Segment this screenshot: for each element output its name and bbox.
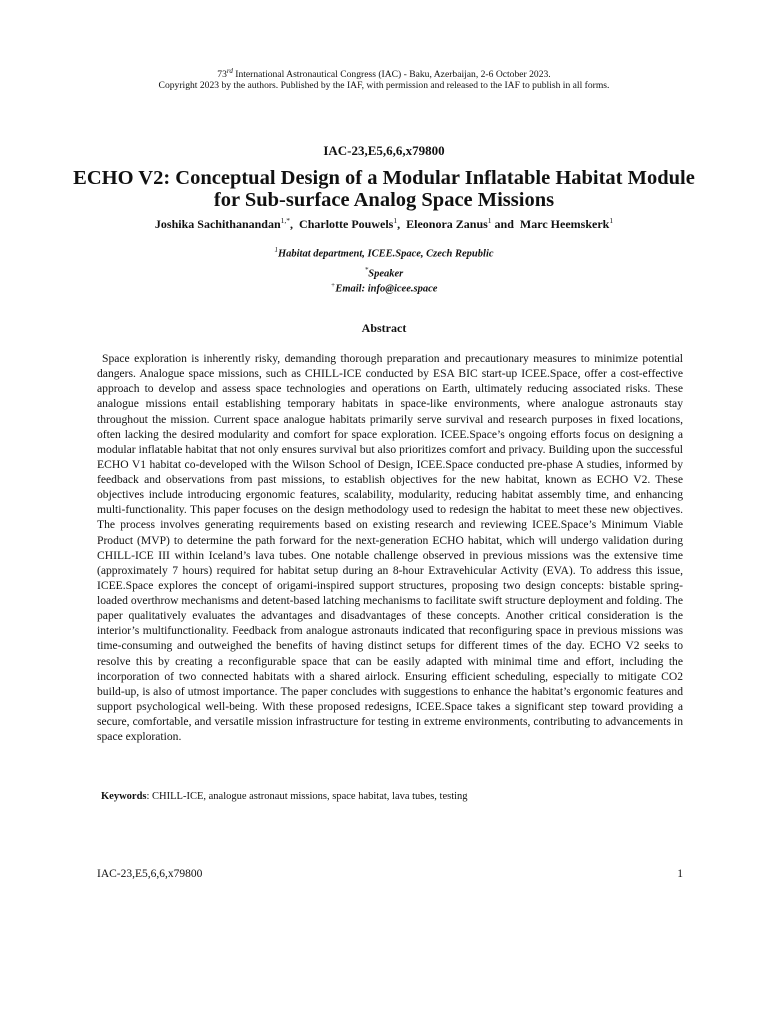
abstract-body: Space exploration is inherently risky, demanding thorough preparation and precautionary measures to minimize potential dangers. Analogue space missions, such as CHILL-ICE conducted by ESA BIC start-up ICEE.Space, offer a cost-effective approach to develop and assess space technologies and operations on Earth, ultimately reducing associated risks. These analogue missions entail establishing temporary habitats in space-like environments, where analogue astronauts stay throughout the mission. Current space analogue habitats primarily serve survival and research purposes in fixed locations, often lacking the desired modularity and comfort for space exploration. ICEE.Space’s ongoing efforts focus on designing a modular inflatable habitat that not only ensures survival but also prioritizes comfort and privacy. Building upon the successful ECHO V1 habitat co-developed with the Wilson School of Design, ICEE.Space conducted pre-phase A studies, informed by feedback and observations from past missions, to establish objectives for the new habitat, known as ECHO V2. These objectives include introducing ergonomic features, scalability, modularity, reducing habitat assembly time, and enhancing multi-functionality. This paper focuses on the design methodology used to redesign the habitat to meet these new objectives. The process involves generating requirements based on existing research and reviewing ICEE.Space’s Minimum Viable Product (MVP) to determine the path forward for the next-generation ECHO habitat, which will undergo validation during CHILL-ICE III within Iceland’s lava tubes. One notable challenge observed in previous missions was the extensive time (approximately 7 hours) required for habitat setup during an 8-hour Extravehicular Activity (EVA). To address this issue, ICEE.Space explores the concept of origami-inspired support structures, proposing two design concepts: bistable spring-loaded overthrow mechanisms and detent-based latching mechanisms to facilitate swift structure deployment and folding. The paper qualitatively evaluates the advantages and disadvantages of these concepts. Another critical consideration is the interior’s multifunctionality. Feedback from analogue astronauts indicated that reconfiguring space in previous missions was time-consuming and outweighed the benefits of having distinct setups for different times of the day. ECHO V2 seeks to resolve this by creating a reconfigurable space that can be easily adapted with minimal time and effort, including the incorporation of two connected habitats with a shared airlock. Ensuring efficient scheduling, especially to mitigate CO2 build-up, is also of utmost importance. The paper concludes with suggestions to enhance the habitat’s ergonomic features and support psychological well-being. With these proposed redesigns, ICEE.Space takes a significant step toward providing a secure, comfortable, and versatile mission infrastructure for testing in extreme environments, contributing to advancements in space exploration. [97,352,683,744]
conference-ordinal-suffix: rd [226,66,233,75]
affiliation-text: Habitat department, ICEE.Space, Czech Republic [277,248,494,260]
author-affiliation-mark: 1 [609,216,614,225]
speaker-text: Speaker [368,268,404,280]
email-text: Email: info@icee.space [335,283,438,295]
keywords [101,791,681,802]
author-separator: , [397,217,401,231]
conference-line [0,66,768,80]
conference-ordinal-number: 73 [217,69,227,80]
affiliation-mark: 1 [274,246,278,254]
author-name: Marc Heemskerk [519,217,610,231]
paper-id: IAC-23,E5,6,6,x79800 [323,143,445,158]
speaker-note [0,266,768,280]
keywords-separator: : [146,791,153,802]
footer-paper-id: IAC-23,E5,6,6,x79800 [97,868,203,880]
author-affiliation-mark: 1,* [280,216,291,225]
keywords-label: Keywords [101,791,147,802]
author-separator: , [290,217,294,231]
speaker-mark: * [364,266,369,274]
abstract-heading: Abstract [361,321,407,335]
keywords-value: CHILL-ICE, analogue astronaut missions, space habitat, lava tubes, testing [152,791,468,802]
copyright-line: Copyright 2023 by the authors. Published by the IAF, with permission and released to the IAF to publish in all forms. [158,80,610,91]
author-name: Eleonora Zanus [406,217,488,231]
paper-title: ECHO V2: Conceptual Design of a Modular Inflatable Habitat Module for Sub-surface Analog Space Missions [73,167,695,211]
affiliation [0,246,768,260]
author-list [0,216,768,232]
conference-name: International Astronautical Congress (IAC) - Baku, Azerbaijan, 2-6 October 2023. [232,69,551,80]
page-number: 1 [677,868,683,880]
contact-email [0,281,768,295]
author-name: Charlotte Pouwels [299,217,394,231]
author-and: and [494,217,514,231]
email-mark: + [330,281,336,289]
author-affiliation-mark: 1 [393,216,398,225]
author-affiliation-mark: 1 [487,216,492,225]
conference-header [0,66,768,91]
author-name: Joshika Sachithanandan [154,217,281,231]
